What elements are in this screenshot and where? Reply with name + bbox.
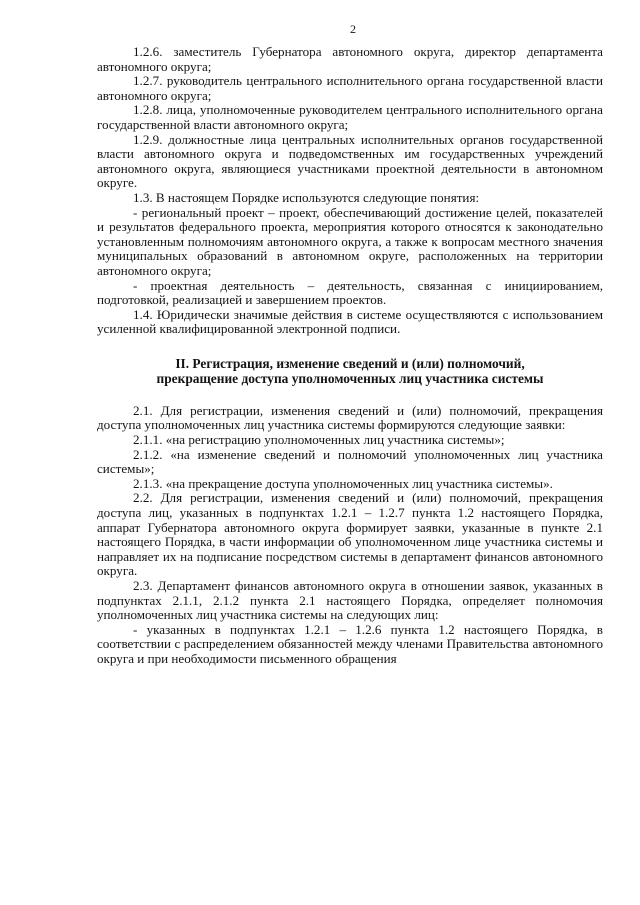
section-2-title-line-1: II. Регистрация, изменение сведений и (или) полномочий,	[175, 355, 525, 371]
paragraph-1-2-9: 1.2.9. должностные лица центральных исполнительных органов государственной власти автономного округа и подведомственных им государственных учреждений автономного округа, являющиеся участниками проектной деятельности в автономном округе.	[97, 131, 603, 191]
paragraph-1-2-8: 1.2.8. лица, уполномоченные руководителем центрального исполнительного органа государственной власти автономного округа;	[97, 102, 603, 132]
paragraph-2-3-item: - указанных в подпунктах 1.2.1 – 1.2.6 пункта 1.2 настоящего Порядка, в соответствии с распределением обязанностей между членами Правительства автономного округа и при необходимости письменного обращения	[97, 621, 603, 666]
paragraph-2-3: 2.3. Департамент финансов автономного округа в отношении заявок, указанных в подпунктах 2.1.1, 2.1.2 пункта 2.1 настоящего Порядка, определяет полномочия уполномоченных лиц участника системы на следующих лиц:	[97, 578, 603, 623]
section-2-title-line-2: прекращение доступа уполномоченных лиц участника системы	[156, 370, 544, 386]
definition-project-activity: - проектная деятельность – деятельность, связанная с инициированием, подготовкой, реализацией и завершением проектов.	[97, 277, 603, 308]
paragraph-1-2-6: 1.2.6. заместитель Губернатора автономного округа, директор департамента автономного округа;	[97, 44, 603, 74]
paragraph-2-1-3: 2.1.3. «на прекращение доступа уполномоченных лиц участника системы».	[133, 475, 553, 491]
paragraph-1-2-7: 1.2.7. руководитель центрального исполнительного органа государственной власти автономного округа;	[97, 73, 603, 103]
paragraph-2-1: 2.1. Для регистрации, изменения сведений и (или) полномочий, прекращения доступа уполномоченных лиц участника системы формируются следующие заявки:	[97, 402, 603, 433]
paragraph-2-1-2: 2.1.2. «на изменение сведений и полномочий уполномоченных лиц участника системы»;	[97, 446, 603, 477]
paragraph-1-4: 1.4. Юридически значимые действия в системе осуществляются с использованием усиленной квалифицированной электронной подписи.	[97, 306, 603, 337]
paragraph-2-2: 2.2. Для регистрации, изменения сведений и (или) полномочий, прекращения доступа лиц, указанных в подпунктах 1.2.1 – 1.2.7 пункта 1.2 настоящего Порядка, аппарат Губернатора автономного округа формирует заявки, указанные в пункте 2.1 настоящего Порядка, в части информации об уполномоченном лице участника системы и направляет их на подписание посредством системы в департамент финансов автономного округа.	[97, 490, 603, 579]
section-2-title	[97, 356, 603, 386]
page-number: 2	[350, 22, 356, 36]
definition-regional-project: - региональный проект – проект, обеспечивающий достижение целей, показателей и результатов федерального проекта, мероприятия которого относятся к законодательно установленным полномочиям автономного округа, а также к вопросам местного значения муниципальных образований в автономном округе, расположенных на территории автономного округа;	[97, 204, 603, 278]
document-page	[97, 22, 603, 667]
paragraph-2-1-1: 2.1.1. «на регистрацию уполномоченных лиц участника системы»;	[133, 432, 505, 448]
section-2-body	[97, 404, 603, 667]
section-1-continuation	[97, 45, 603, 337]
paragraph-1-3: 1.3. В настоящем Порядке используются следующие понятия:	[133, 189, 480, 205]
